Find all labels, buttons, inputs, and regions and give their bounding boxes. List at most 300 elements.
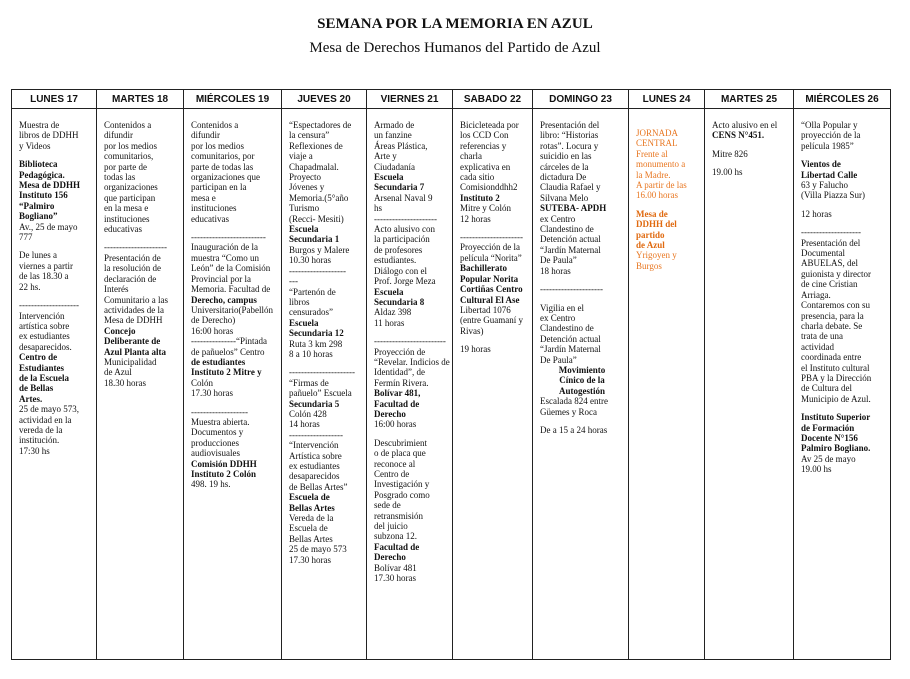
event-detail-emphasis: Escuela [374,286,404,297]
event-detail-line: Armado de [374,120,415,130]
event-detail-line: 14 horas [289,419,320,430]
event-detail-line: ex Centro [540,312,576,323]
day-header: MIÉRCOLES 19 [184,90,282,109]
line-spacer [19,242,92,250]
event-detail-line: película 1985” [801,140,854,151]
event-detail-line: Vigilia en el [540,302,584,313]
event-detail-line: cada sitio [460,172,495,183]
event-detail-line: artística sobre [19,320,70,331]
event-detail-line: Proyección de [374,346,426,357]
event-detail-line: 18.30 horas [104,377,146,388]
event-detail-emphasis: Comisión DDHH [191,458,257,469]
event-detail-line: presencia, para la [801,310,864,321]
event-detail-line: 18 horas [540,265,571,276]
event-detail-line: reconoce al [374,458,416,469]
event-detail-line: Prof. Jorge Meza [374,276,436,287]
event-detail-line: De Paula” [540,255,577,266]
event-detail-line: coordinada entre [801,352,862,363]
event-detail-emphasis: Libertad Calle [801,169,858,180]
event-detail-emphasis: Derecho, campus [191,294,257,305]
event-detail-line: la censura” [289,130,330,141]
event-detail-line: CENTRAL [636,138,678,149]
event-detail-line: --- [289,276,298,287]
event-detail-line: suicidio en las [540,151,592,162]
event-detail-line: 25 de mayo 573, [19,404,79,415]
event-detail-emphasis: Derecho [374,408,406,419]
event-detail-emphasis: Palmiro Bogliano. [801,443,871,454]
event-detail-emphasis: de Bellas [19,383,54,394]
event-detail-line: 12 horas [460,213,491,224]
day-header: SABADO 22 [453,90,533,109]
event-detail-line: organizaciones que [191,172,261,183]
event-detail-line: -------------------- [19,300,79,311]
event-detail-line: de las 18.30 a [19,271,69,282]
event-detail-line: ex estudiantes [19,331,70,342]
event-detail-line: un fanzine [374,130,412,141]
event-detail-line: Acto alusivo con [374,224,435,235]
event-detail-line: “Espectadores de [289,120,352,130]
event-detail-line: subzona 12. [374,531,417,542]
event-detail-line: libros [289,296,310,307]
event-detail-line: educativas [104,224,142,235]
day-header: LUNES 24 [629,90,705,109]
day-cell [367,109,453,660]
event-detail-line: --------------------- [460,232,523,243]
event-detail-line: Municipalidad [104,356,157,367]
event-detail-line: de Bellas Artes” [289,481,348,492]
day-header: JUEVES 20 [282,90,367,109]
page-title: SEMANA POR LA MEMORIA EN AZUL [317,16,593,32]
event-detail-line: Inauguración de la [191,242,258,253]
event-detail-line: Identidad”, de [374,367,425,378]
event-detail-line: Presentación del [801,237,861,248]
event-detail-line: ex estudiantes [289,461,340,471]
event-detail-line: Arsenal Naval 9 [374,192,433,203]
header-row [12,90,891,109]
line-spacer [636,201,700,209]
event-detail-line: Clandestino de [540,224,594,235]
event-detail-line: Bicicleteada por [460,120,519,130]
event-detail-line: 17.30 horas [289,554,331,565]
event-detail-line: o de placa que [374,448,426,459]
event-detail-line: 498. 19 hs. [191,479,231,490]
event-detail-emphasis: Instituto Superior [801,412,871,423]
event-detail-line: Rivas) [460,325,484,336]
event-detail-line: 11 horas [374,317,405,328]
event-detail-line: Burgos [636,260,662,271]
day-header: MIÉRCOLES 26 [794,90,891,109]
event-detail-line: Bolívar 481 [374,562,417,573]
event-detail-line: mesa e [191,192,216,203]
event-detail-line: Silvana Melo [540,192,589,203]
event-detail-line: 16.00 horas [636,190,678,201]
event-detail-line: Av 25 de mayo [801,453,856,464]
event-detail-line: del juicio [374,521,408,532]
event-detail-emphasis: Derecho [374,552,406,563]
day-cell [629,109,705,660]
event-detail-line: por parte de [104,161,147,172]
event-detail-line: Clandestino de [540,323,594,334]
event-detail-line: Claudia Rafael y [540,182,601,193]
event-detail-line: Mitre y Colón [460,203,511,214]
event-detail-line: retransmisión [374,510,423,521]
event-detail-line: estudiantes. [374,255,417,266]
event-detail-emphasis: Popular Norita [460,273,519,284]
event-detail-emphasis: Azul Planta alta [104,346,166,357]
event-detail-line: Fermín Rivera. [374,377,429,388]
event-detail-line: libro: “Historias [540,130,599,141]
event-detail-line: ------------------------ [374,336,446,347]
event-detail-line: Documentos y [191,427,244,438]
event-detail-line: 16:00 horas [374,419,417,430]
event-detail-line: 17.30 horas [374,573,416,584]
event-detail-line: proyección de la [801,130,861,141]
event-detail-emphasis: Instituto 156 [19,190,68,201]
event-detail-line: Municipio de Azul. [801,393,871,404]
event-detail-emphasis: Bellas Artes [289,502,335,513]
event-detail-emphasis: Biblioteca [19,159,58,170]
event-detail-emphasis: Artes. [19,393,43,404]
event-detail-line: en la mesa e [104,203,149,214]
event-detail-line: Ciudadanía [374,161,415,172]
event-detail-emphasis: Pedagógica. [19,169,65,180]
day-cell [794,109,891,660]
event-detail-line: Presentación de [104,252,161,263]
event-detail-line: (Villa Piazza Sur) [801,190,865,201]
event-detail-line: cárceles de la [540,161,589,172]
event-detail-line: Escuela de [289,523,328,534]
event-detail-line: 25 de mayo 573 [289,544,347,555]
event-detail-line: monumento a [636,159,686,170]
line-spacer [19,292,92,300]
event-detail-emphasis: Secundaria 8 [374,296,425,307]
event-detail-line: declaración de [104,273,157,284]
event-detail-line: Proyecto [289,172,321,183]
event-detail-line: pañuelo” Escuela [289,388,352,399]
event-detail-line: Áreas Plástica, [374,140,428,151]
event-detail-line: Descubrimient [374,437,427,448]
event-detail-line: por los medios [104,140,157,151]
event-detail-line: ABUELAS, del [801,258,858,269]
event-detail-line: guionista y director [801,268,871,279]
event-detail-emphasis: Cultural El Ase [460,294,520,305]
event-detail-line: 63 y Falucho [801,180,848,191]
line-spacer [289,359,362,367]
day-header: VIERNES 21 [367,90,453,109]
line-spacer [374,328,448,336]
day-cell [453,109,533,660]
day-header: MARTES 18 [97,90,184,109]
event-detail-line: comunitarios, [104,151,154,162]
line-spacer [540,417,624,425]
event-detail-line: de Derecho) [191,315,236,326]
event-detail-line: participan en la [191,182,247,193]
event-detail-line: Av., 25 de mayo [19,221,78,232]
event-detail-line: dictadura De [540,172,587,183]
event-detail-emphasis: partido [636,229,665,240]
event-detail-line: 10.30 horas [289,255,331,266]
event-detail-line: ------------------ [289,429,343,440]
day-header: LUNES 17 [12,90,97,109]
event-detail-line: ex Centro [540,213,576,224]
event-detail-emphasis: Docente N°156 [801,432,858,443]
event-detail-line: Frente al [636,148,668,159]
event-detail-line: producciones [191,437,239,448]
event-detail-emphasis: de la Escuela [19,372,70,383]
line-spacer [801,201,886,209]
event-detail-line: de profesores [374,244,423,255]
event-detail-line: libros de DDHH [19,130,79,141]
event-detail-line: Turismo [289,203,320,214]
day-cell [705,109,794,660]
event-detail-line: Presentación del [540,120,600,130]
line-spacer [374,430,448,438]
line-spacer [801,151,886,159]
event-detail-emphasis: Cortiñas Centro [460,284,523,295]
line-spacer [540,295,624,303]
event-detail-line: explicativa en [460,161,511,172]
event-detail-line: Comunitario a las [104,294,168,305]
event-detail-line: difundir [191,130,220,141]
event-detail-line: De a 15 a 24 horas [540,424,608,435]
event-detail-line: Arriaga. [801,289,831,300]
event-detail-emphasis: Deliberante de [104,336,161,347]
event-detail-line: 17:30 hs [19,445,50,456]
event-detail-emphasis: Bogliano” [19,211,58,222]
event-detail-line: educativas [191,213,229,224]
event-detail-line: ---------------“Pintada [191,336,267,347]
line-spacer [191,399,277,407]
day-cell [12,109,97,660]
event-detail-line: organizaciones [104,182,158,193]
event-detail-line: --------------------- [540,284,603,295]
event-detail-line: ---------------------- [289,367,355,378]
day-header: DOMINGO 23 [533,90,629,109]
event-detail-line: Contenidos a [191,120,239,130]
event-detail-emphasis: Movimiento [558,364,606,375]
event-detail-line: “Firmas de [289,377,329,388]
line-spacer [636,120,700,128]
event-detail-line: comunitarios, por [191,151,255,162]
event-detail-line: A partir de las [636,180,687,191]
event-detail-line: de Azul [104,367,132,378]
line-spacer [801,219,886,227]
event-detail-line: Arte y [374,151,397,162]
event-detail-line: Posgrado como [374,489,430,500]
event-detail-line: trata de una [801,331,843,342]
event-detail-emphasis: Estudiantes [19,362,65,373]
event-detail-emphasis: Vientos de [801,159,841,170]
event-detail-line: “Revelar. Indicios de [374,356,450,367]
event-detail-line: Interés [104,284,129,295]
event-detail-line: (Recci- Mesiti) [289,213,344,224]
event-detail-line: Muestra abierta. [191,416,250,427]
event-detail-line: parte de todas las [191,161,254,172]
event-detail-line: Intervención [19,310,65,321]
event-detail-line: Jóvenes y [289,182,325,193]
event-detail-emphasis: Secundaria 1 [289,234,340,245]
event-detail-emphasis: SUTEBA- APDH [540,203,607,214]
line-spacer [191,224,277,232]
event-detail-line: León” de la Comisión [191,263,271,274]
event-detail-line: 19.00 hs [801,464,832,475]
event-detail-line: actividades de la [104,304,164,315]
event-detail-line: actividad [801,341,834,352]
event-detail-emphasis: Instituto 2 Colón [191,469,257,479]
event-detail-line: Contenidos a [104,120,152,130]
event-detail-emphasis: Mesa de DDHH [19,180,80,191]
line-spacer [460,336,528,344]
event-detail-emphasis: “Palmiro [19,200,55,211]
event-detail-line: “Partenón de [289,286,336,297]
line-spacer [712,141,789,149]
event-detail-line: viaje a [289,151,313,162]
event-detail-line: Bellas Artes [289,533,333,544]
event-detail-emphasis: Bolívar 481, [374,388,421,399]
event-detail-line: 17.30 horas [191,388,233,399]
event-detail-line: viernes a partir [19,260,73,271]
event-detail-line: de pañuelos” Centro [191,346,265,357]
event-detail-line: Comisionddhh2 [460,182,518,193]
event-detail-line: “Olla Popular y [801,120,858,130]
event-detail-emphasis: Mesa de [636,208,668,219]
event-detail-line: todas las [104,172,136,183]
event-detail-line: audiovisuales [191,448,240,459]
event-detail-line: 8 a 10 horas [289,348,333,359]
event-detail-line: Acto alusivo en el [712,120,778,130]
event-detail-line: hs [374,203,383,214]
event-detail-line: Burgos y Malere [289,244,350,255]
event-detail-line: vereda de la [19,424,63,435]
event-detail-line: 19 horas [460,344,491,355]
event-detail-line: Documental [801,248,845,259]
event-detail-line: difundir [104,130,133,141]
event-detail-emphasis: Bachillerato [460,263,507,274]
day-cell [184,109,282,660]
event-detail-line: charla [460,151,482,162]
event-detail-emphasis: de estudiantes [191,356,246,367]
event-detail-emphasis: CENS N°451. [712,130,765,141]
event-detail-line: por los medios [191,140,244,151]
event-detail-line: 16:00 horas [191,325,234,336]
event-detail-line: ------------------- [289,265,346,276]
event-detail-line: Ruta 3 km 298 [289,338,343,349]
event-detail-line: --------------------- [104,242,167,253]
event-detail-line: Contaremos con su [801,300,870,311]
event-detail-line: Diálogo con el [374,265,427,276]
event-detail-line: la participación [374,234,430,245]
event-detail-line: Libertad 1076 [460,304,511,315]
event-detail-line: Mesa de DDHH [104,315,163,326]
event-detail-line: y Videos [19,140,51,151]
event-detail-line: los CCD Con [460,130,509,141]
event-detail-line: Investigación y [374,479,430,490]
event-detail-line: “Intervención [289,440,339,451]
event-detail-line: 19.00 hs [712,167,743,178]
line-spacer [104,234,179,242]
event-detail-emphasis: Centro de [19,352,58,363]
line-spacer [460,224,528,232]
event-detail-line: de Cultura del [801,383,852,394]
event-detail-line: Proyección de la [460,242,520,253]
event-detail-line: charla debate. Se [801,320,863,331]
event-detail-line: rotas”. Locura y [540,140,599,151]
event-detail-emphasis: Instituto 2 [460,192,500,203]
event-detail-line: Muestra de [19,120,60,130]
event-detail-line: instituciones [191,203,237,214]
event-detail-line: ------------------- [191,406,248,417]
event-detail-line: Mitre 826 [712,148,748,159]
event-detail-line: 12 horas [801,208,832,219]
event-detail-line: referencias y [460,140,507,151]
event-detail-line: Escalada 824 entre [540,396,608,407]
event-detail-emphasis: Instituto 2 Mitre y [191,367,262,378]
schedule-row [12,109,891,660]
event-detail-line: el Instituto cultural [801,362,870,373]
event-detail-line: Detención actual [540,234,601,245]
event-detail-emphasis: Escuela [374,172,404,183]
event-detail-line: Universitario(Pabellón [191,304,273,315]
day-cell [533,109,629,660]
event-detail-line: Güemes y Roca [540,406,597,417]
event-detail-line: Vereda de la [289,513,334,524]
event-detail-line: actividad en la [19,414,72,425]
event-detail-line: JORNADA [636,128,679,138]
event-detail-emphasis: de Azul [636,240,665,251]
event-detail-line: que participan [104,192,156,203]
event-detail-line: Detención actual [540,333,601,344]
event-detail-emphasis: Secundaria 7 [374,182,425,193]
line-spacer [712,159,789,167]
event-detail-line: “Jardín Maternal [540,244,601,255]
event-detail-line: sede de [374,500,401,511]
event-detail-line: la resolución de [104,263,161,274]
day-cell [282,109,367,660]
event-detail-line: “Jardín Maternal [540,344,601,355]
event-detail-line: Memoria.(5°año [289,192,349,203]
day-header: MARTES 25 [705,90,794,109]
event-detail-line: Aldaz 398 [374,307,412,318]
event-detail-line: Provincial por la [191,273,251,284]
event-detail-emphasis: Secundaria 12 [289,328,344,339]
event-detail-line: desaparecidos [289,471,340,482]
event-detail-line: --------------------- [374,213,437,224]
event-detail-line: Memoria. Facultad de [191,284,271,295]
event-detail-line: -------------------- [801,227,861,238]
event-detail-line: Reflexiones de [289,140,343,151]
event-detail-line: Chapadmalal. [289,161,339,172]
event-detail-line: (entre Guamaní y [460,315,523,326]
event-detail-line: PBA y la Dirección [801,372,872,383]
event-detail-line: instituciones [104,213,150,224]
event-detail-emphasis: de Formación [801,422,855,433]
event-detail-line: muestra “Como un [191,252,259,263]
event-detail-emphasis: Escuela [289,317,319,328]
event-detail-line: Colón 428 [289,408,327,419]
event-detail-line: ------------------------- [191,232,266,243]
event-detail-line: De lunes a [19,250,57,261]
line-spacer [19,151,92,159]
schedule-table [11,89,891,660]
event-detail-line: Colón [191,377,214,388]
event-detail-line: institución. [19,435,60,446]
event-detail-emphasis: Escuela de [289,492,330,503]
event-detail-emphasis: Escuela [289,224,319,235]
event-detail-line: 777 [19,232,33,243]
event-detail-emphasis: Facultad de [374,541,420,552]
event-detail-line: Yrigoyen y [636,250,677,261]
event-detail-line: Centro de [374,469,410,479]
